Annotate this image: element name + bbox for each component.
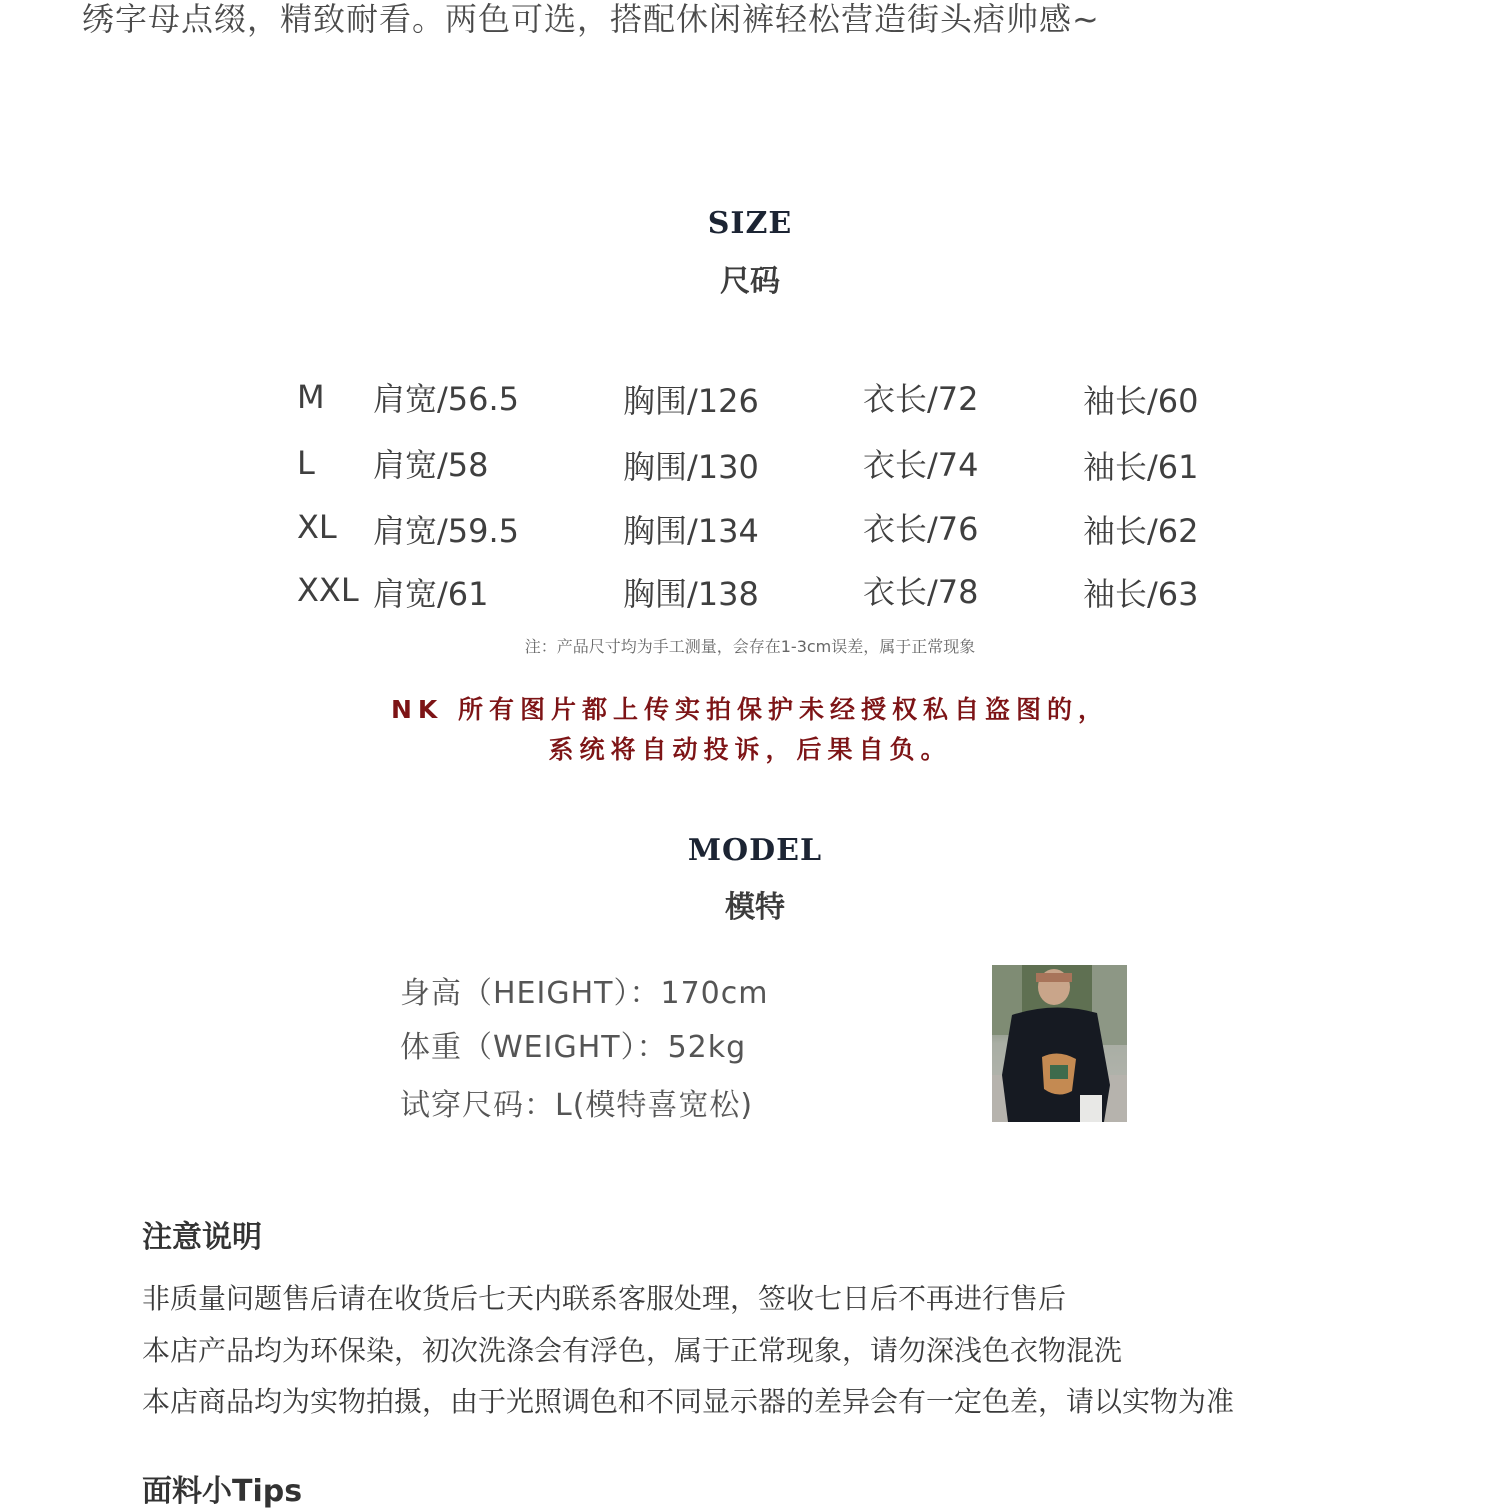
chest-size: 胸围/126 — [623, 382, 759, 420]
size-title-en: SIZE — [707, 206, 793, 241]
fabric-tips-title: 面料小Tips — [142, 1474, 303, 1509]
size-label: M — [297, 378, 325, 416]
notice-title: 注意说明 — [142, 1220, 262, 1255]
copyright-warning-line2: 系统将自动投诉，后果自负。 — [548, 735, 952, 764]
model-title-en: MODEL — [687, 833, 823, 868]
notice-line: 本店商品均为实物拍摄，由于光照调色和不同显示器的差异会有一定色差，请以实物为准 — [142, 1385, 1235, 1418]
model-photo-illustration — [992, 965, 1127, 1122]
sleeve-length: 袖长/62 — [1083, 512, 1199, 550]
size-title-zh: 尺码 — [720, 264, 780, 299]
model-fit-size: 试穿尺码：L(模特喜宽松) — [400, 1088, 754, 1123]
model-height: 身高（HEIGHT）：170cm — [400, 976, 769, 1011]
garment-length: 衣长/78 — [863, 573, 979, 611]
notice-line: 本店产品均为环保染，初次洗涤会有浮色，属于正常现象，请勿深浅色衣物混洗 — [142, 1334, 1123, 1367]
chest-size: 胸围/130 — [623, 448, 759, 486]
size-label: XXL — [297, 571, 359, 609]
shoulder-width: 肩宽/61 — [373, 575, 489, 613]
garment-length: 衣长/72 — [863, 380, 979, 418]
model-weight: 体重（WEIGHT）：52kg — [400, 1030, 747, 1065]
notice-line: 非质量问题售后请在收货后七天内联系客服处理，签收七日后不再进行售后 — [142, 1282, 1067, 1315]
sleeve-length: 袖长/61 — [1083, 448, 1199, 486]
shoulder-width: 肩宽/56.5 — [373, 380, 520, 418]
sleeve-length: 袖长/60 — [1083, 382, 1199, 420]
chest-size: 胸围/138 — [623, 575, 759, 613]
shoulder-width: 肩宽/58 — [373, 446, 489, 484]
sleeve-length: 袖长/63 — [1083, 575, 1199, 613]
garment-length: 衣长/76 — [863, 510, 979, 548]
size-label: XL — [297, 508, 337, 546]
garment-length: 衣长/74 — [863, 446, 979, 484]
model-title-zh: 模特 — [725, 890, 785, 925]
shoulder-width: 肩宽/59.5 — [373, 512, 520, 550]
intro-text: 绣字母点缀，精致耐看。两色可选，搭配休闲裤轻松营造街头痞帅感~ — [82, 0, 1100, 38]
copyright-warning-line1: NK 所有图片都上传实拍保护未经授权私自盗图的， — [390, 695, 1109, 724]
size-label: L — [297, 444, 315, 482]
size-note: 注：产品尺寸均为手工测量，会存在1-3cm误差，属于正常现象 — [524, 637, 976, 656]
chest-size: 胸围/134 — [623, 512, 759, 550]
model-photo — [992, 965, 1127, 1122]
